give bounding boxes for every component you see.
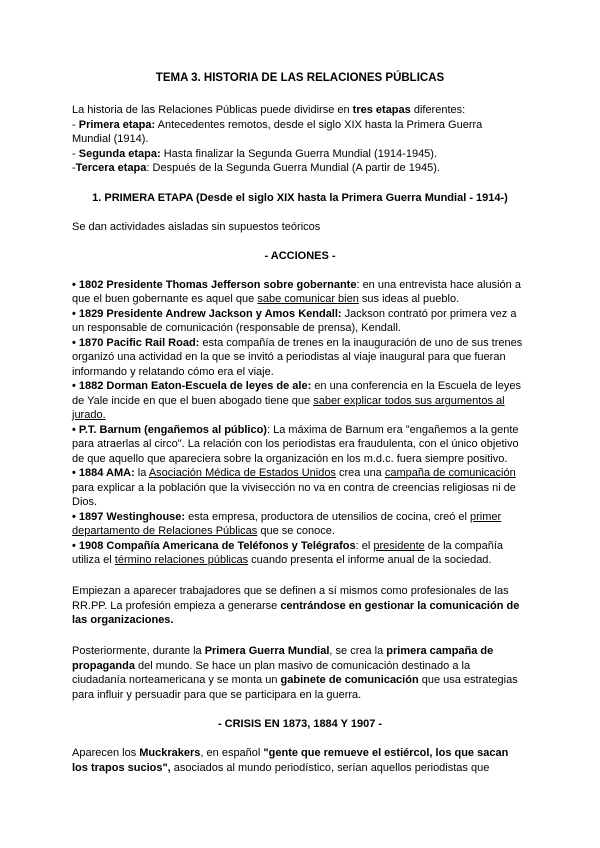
text: sus ideas al pueblo. xyxy=(358,293,460,305)
text-bold: • 1802 Presidente Thomas Jefferson sobre gobernante xyxy=(72,279,357,291)
text-underlined: término relaciones públicas xyxy=(114,554,249,566)
list-item xyxy=(72,278,530,292)
paragraph-line: Empiezan a aparecer trabajadores que se definen a sí mismos como profesionales de las xyxy=(72,585,509,597)
text: que se conoce. xyxy=(257,525,335,537)
list-item-cont: organizó una actividad en la que se invitó a periodistas al viaje inaugural para que fueran xyxy=(72,351,506,363)
intro-line-2 xyxy=(72,118,530,132)
text: Hasta finalizar la Segunda Guerra Mundial (1914-1945). xyxy=(160,148,438,160)
intro-line-3: Mundial (1914). xyxy=(72,133,149,145)
text: esta empresa, productora de utensilios de cocina, creó el xyxy=(185,511,471,523)
text: : Después de la Segunda Guerra Mundial (A partir de 1945). xyxy=(146,162,440,174)
text: crea una xyxy=(335,467,385,479)
text: ciudadanía norteamericana y se monta un xyxy=(72,674,281,686)
text: de la compañía xyxy=(424,540,504,552)
section-intro: Se dan actividades aisladas sin supuestos teóricos xyxy=(72,221,321,233)
text-underlined: primer xyxy=(470,511,502,523)
list-item-cont: para atraerlas al circo". La relación con los periodistas era fraudulenta, con el único objetivo xyxy=(72,438,519,450)
text: - xyxy=(72,119,79,131)
text: de Yale incide en que el buen abogado tiene que xyxy=(72,395,314,407)
intro-line-5 xyxy=(72,161,530,175)
text-bold: propaganda xyxy=(72,660,135,672)
text-bold: • P.T. Barnum (engañemos al público) xyxy=(72,424,267,436)
text-underlined: sabe comunicar bien xyxy=(257,293,359,305)
text-bold: Tercera etapa xyxy=(75,162,147,174)
text: que el buen gobernante es aquel que xyxy=(72,293,258,305)
page-title: TEMA 3. HISTORIA DE LAS RELACIONES PÚBLICAS xyxy=(155,72,445,84)
text-bold: los trapos sucios", xyxy=(72,762,171,774)
list-item-cont: para explicar a la población que la vivisección no va en contra de creencias religiosas ni de xyxy=(72,482,516,494)
list-item xyxy=(72,466,530,480)
text: : el xyxy=(355,540,374,552)
intro-line-1 xyxy=(72,103,530,117)
paragraph-line xyxy=(72,659,530,673)
list-item-cont xyxy=(72,524,530,538)
list-item-cont: de que aquello que apareciera sobre la organización en los m.d.c. fuera siempre positivo. xyxy=(72,453,508,465)
text-bold: centrándose en gestionar la comunicación de xyxy=(280,600,520,612)
text-bold: • 1870 Pacific Rail Road: xyxy=(72,337,200,349)
list-item xyxy=(72,307,530,321)
text: utiliza el xyxy=(72,554,115,566)
list-item xyxy=(72,510,530,524)
text: - xyxy=(72,148,79,160)
text-bold: "gente que remueve el estiércol, los que sacan xyxy=(263,747,509,759)
text: La historia de las Relaciones Públicas puede dividirse en xyxy=(72,104,353,116)
paragraph-line xyxy=(72,644,530,658)
text-underlined: saber explicar todos sus argumentos al xyxy=(313,395,505,407)
text-bold: primera campaña de xyxy=(386,645,494,657)
text: en una conferencia en la Escuela de leyes xyxy=(311,380,521,392)
text: , se crea la xyxy=(329,645,387,657)
text: Jackson contrató por primera vez a xyxy=(341,308,517,320)
paragraph-line xyxy=(72,613,530,627)
list-item xyxy=(72,379,530,393)
text: asociados al mundo periodístico, serían aquellos periodistas que xyxy=(170,762,490,774)
text-underlined: presidente xyxy=(373,540,425,552)
text: del mundo. Se hace un plan masivo de comunicación destinado a la xyxy=(134,660,471,672)
text: Aparecen los xyxy=(72,747,140,759)
text: : en una entrevista hace alusión a xyxy=(356,279,521,291)
section-heading: 1. PRIMERA ETAPA (Desde el siglo XIX hasta la Primera Guerra Mundial - 1914-) xyxy=(92,192,508,204)
text: que usa estrategias xyxy=(418,674,518,686)
list-item-cont: Dios. xyxy=(72,496,98,508)
acciones-heading: - ACCIONES - xyxy=(264,250,336,262)
text-underlined: jurado. xyxy=(72,409,106,421)
text: Antecedentes remotos, desde el siglo XIX hasta la Primera Guerra xyxy=(155,119,483,131)
text-bold: Muckrakers xyxy=(139,747,201,759)
text: esta compañía de trenes en la inauguración de uno de sus trenes xyxy=(199,337,523,349)
text-bold: • 1882 Dorman Eaton-Escuela de leyes de ale: xyxy=(72,380,312,392)
text-bold: • 1908 Compañía Americana de Teléfonos y Telégrafos xyxy=(72,540,356,552)
text: diferentes: xyxy=(410,104,466,116)
text: : La máxima de Barnum era "engañemos a la gente xyxy=(266,424,519,436)
text-underlined: campaña de comunicación xyxy=(384,467,516,479)
text-bold: • 1897 Westinghouse: xyxy=(72,511,186,523)
text: la xyxy=(134,467,149,479)
text: RR.PP. La profesión empieza a generarse xyxy=(72,600,281,612)
list-item-cont xyxy=(72,394,530,408)
text: - xyxy=(72,162,76,174)
paragraph-line xyxy=(72,746,530,760)
text-bold: • 1884 AMA: xyxy=(72,467,135,479)
paragraph-line xyxy=(72,599,530,613)
list-item xyxy=(72,539,530,553)
list-item-cont xyxy=(72,408,530,422)
text-bold: las organizaciones. xyxy=(72,614,174,626)
text: cuando presenta el informe anual de la sociedad. xyxy=(248,554,492,566)
text-bold: tres etapas xyxy=(352,104,411,116)
crisis-heading: - CRISIS EN 1873, 1884 Y 1907 - xyxy=(217,718,383,730)
paragraph-line xyxy=(72,761,530,775)
text-bold: • 1829 Presidente Andrew Jackson y Amos Kendall: xyxy=(72,308,342,320)
text: , en español xyxy=(200,747,264,759)
text-bold: gabinete de comunicación xyxy=(280,674,419,686)
text-bold: Primera Guerra Mundial xyxy=(204,645,330,657)
paragraph-line: para influir y persuadir para que se participara en la guerra. xyxy=(72,689,362,701)
intro-line-4 xyxy=(72,147,530,161)
text-underlined: departamento de Relaciones Públicas xyxy=(72,525,258,537)
text-bold: Primera etapa: xyxy=(78,119,156,131)
text-bold: Segunda etapa: xyxy=(78,148,161,160)
list-item xyxy=(72,423,530,437)
text-underlined: Asociación Médica de Estados Unidos xyxy=(148,467,336,479)
list-item-cont xyxy=(72,553,530,567)
paragraph-line xyxy=(72,673,530,687)
list-item-cont: informando y relatando cómo era el viaje. xyxy=(72,366,274,378)
list-item-cont: un responsable de comunicación (responsable de prensa), Kendall. xyxy=(72,322,401,334)
list-item xyxy=(72,336,530,350)
text: Posteriormente, durante la xyxy=(72,645,205,657)
list-item-cont xyxy=(72,292,530,306)
